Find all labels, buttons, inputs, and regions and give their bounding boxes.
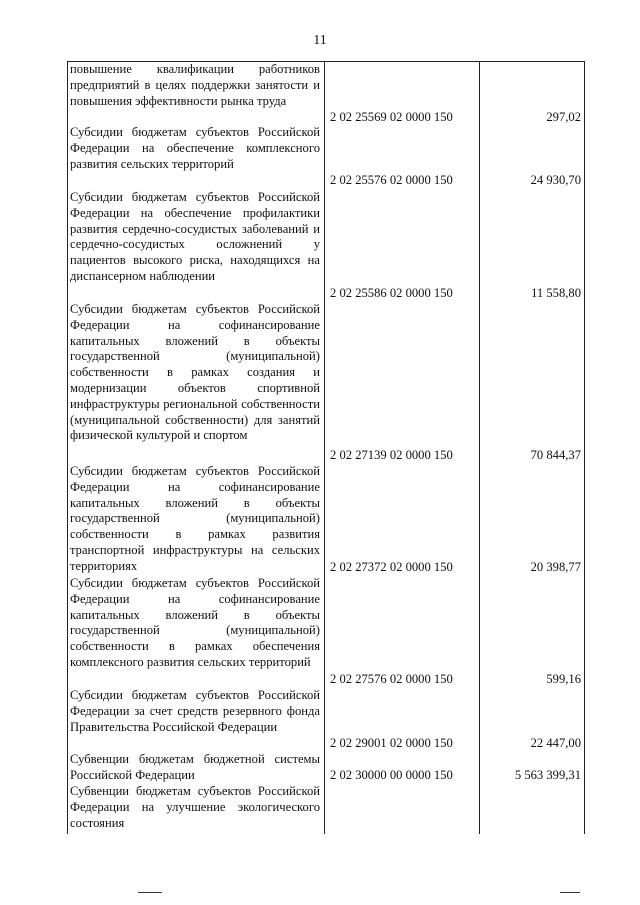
column-divider [479, 62, 480, 834]
row-amount: 24 930,70 [530, 173, 581, 187]
budget-table [67, 61, 585, 834]
scan-artifact-line [560, 892, 580, 893]
row-code: 2 02 25569 02 0000 150 [330, 110, 453, 124]
row-amount: 70 844,37 [530, 448, 581, 462]
page-number: 11 [313, 33, 327, 48]
row-code: 2 02 27576 02 0000 150 [330, 672, 453, 686]
row-description: Субсидии бюджетам субъектов Российской Федерации на софинансирование капитальных вложений в объекты государственной (муниципальной) собственности в рамках создания и модернизации объектов спортивной инфраструктуры региональной собственности (муниципальной собственности) для занятий физической культурой и спортом [70, 302, 320, 443]
row-code: 2 02 29001 02 0000 150 [330, 736, 453, 750]
row-description: Субсидии бюджетам субъектов Российской Федерации на софинансирование капитальных вложений в объекты государственной (муниципальной) собственности в рамках обеспечения комплексного развития сельских территорий [70, 576, 320, 669]
row-description: Субсидии бюджетам субъектов Российской Федерации на обеспечение комплексного развития сельских территорий [70, 125, 320, 171]
row-description: Субвенции бюджетам бюджетной системы Российской Федерации [70, 752, 320, 782]
row-code: 2 02 25586 02 0000 150 [330, 286, 453, 300]
row-amount: 20 398,77 [530, 560, 581, 574]
row-code: 2 02 27139 02 0000 150 [330, 448, 453, 462]
row-description: Субсидии бюджетам субъектов Российской Федерации на обеспечение профилактики развития сердечно-сосудистых заболеваний и сердечно-сосудистых осложнений у пациентов высокого риска, находящихся на диспансерном наблюдении [70, 190, 320, 283]
row-code: 2 02 25576 02 0000 150 [330, 173, 453, 187]
row-description: повышение квалификации работников предприятий в целях поддержки занятости и повышения эффективности рынка труда [70, 62, 320, 108]
scan-artifact-line [138, 892, 162, 893]
row-amount: 297,02 [546, 110, 581, 124]
row-amount: 22 447,00 [530, 736, 581, 750]
row-amount: 599,16 [546, 672, 581, 686]
row-description: Субвенции бюджетам субъектов Российской Федерации на улучшение экологического состояния [70, 784, 320, 830]
row-code: 2 02 27372 02 0000 150 [330, 560, 453, 574]
column-divider [324, 62, 325, 834]
row-amount: 11 558,80 [531, 286, 581, 300]
row-description: Субсидии бюджетам субъектов Российской Федерации на софинансирование капитальных вложений в объекты государственной (муниципальной) собственности в рамках развития транспортной инфраструктуры на сельских территориях [70, 464, 320, 573]
row-amount: 5 563 399,31 [514, 768, 581, 782]
row-description: Субсидии бюджетам субъектов Российской Федерации за счет средств резервного фонда Правительства Российской Федерации [70, 688, 320, 734]
row-code: 2 02 30000 00 0000 150 [330, 768, 453, 782]
